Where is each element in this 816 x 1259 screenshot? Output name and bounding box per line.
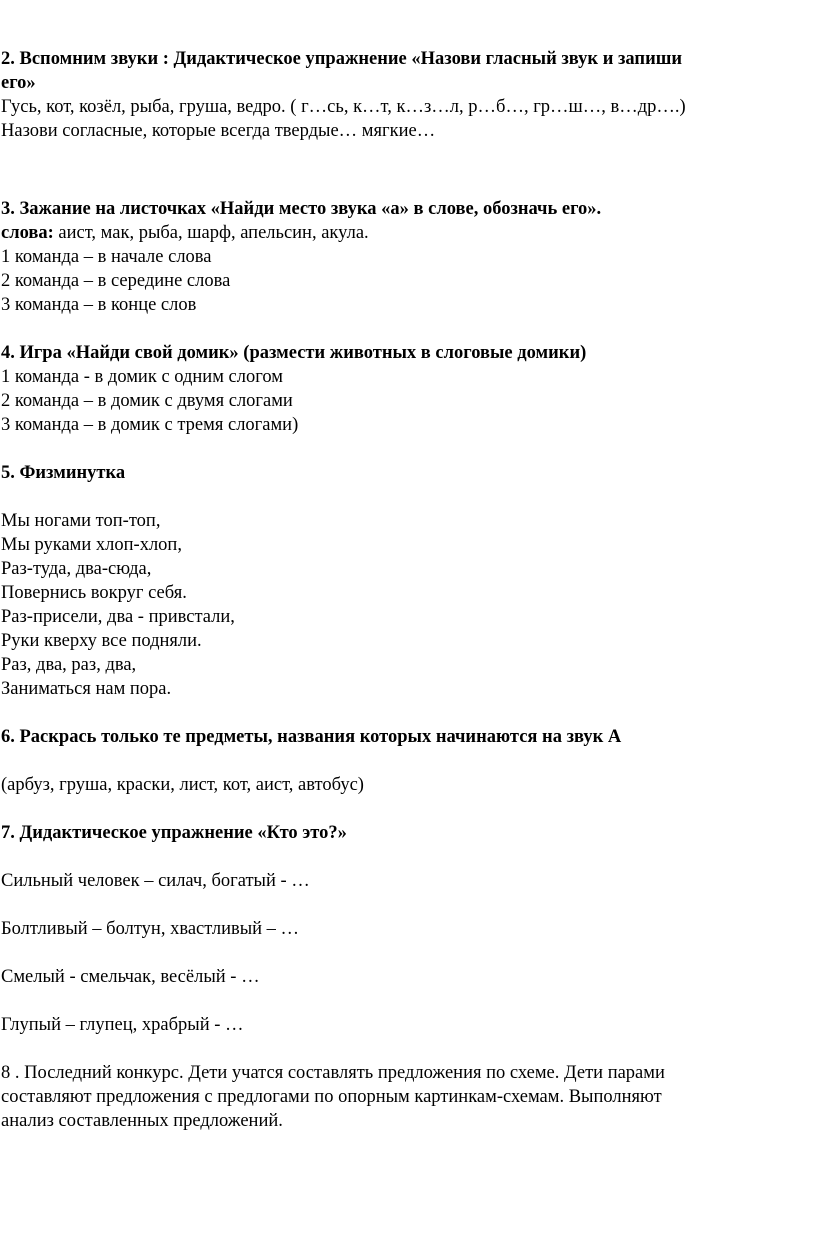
poem-line: Мы ногами топ-топ, — [1, 511, 161, 531]
poem-line: Раз-туда, два-сюда, — [1, 559, 152, 579]
section-2-consonants: Назови согласные, которые всегда твердые… мягкие… — [1, 121, 436, 141]
section-3-team-2: 2 команда – в середине слова — [1, 271, 231, 291]
section-3-words: аист, мак, рыба, шарф, апельсин, акула. — [53, 223, 369, 243]
poem-line: Заниматься нам пора. — [1, 679, 172, 699]
section-5-heading: 5. Физминутка — [1, 463, 126, 483]
section-2-heading-line-2: его» — [1, 73, 36, 93]
section-8-line-1: 8 . Последний конкурс. Дети учатся составлять предложения по схеме. Дети парами — [1, 1063, 665, 1083]
section-3-words-label: слова: — [1, 223, 54, 243]
section-6-heading: 6. Раскрась только те предметы, названия которых начинаются на звук А — [1, 727, 622, 747]
section-3-team-3: 3 команда – в конце слов — [1, 295, 197, 315]
poem-line: Повернись вокруг себя. — [1, 583, 187, 603]
section-3-team-1: 1 команда – в начале слова — [1, 247, 212, 267]
section-4-team-2: 2 команда – в домик с двумя слогами — [1, 391, 293, 411]
section-3-words-line — [1, 221, 796, 245]
section-2-heading-line-1: 2. Вспомним звуки : Дидактическое упражнение «Назови гласный звук и запиши — [1, 49, 683, 69]
section-7-line: Глупый – глупец, храбрый - … — [1, 1015, 244, 1035]
section-8-line-2: составляют предложения с предлогами по опорным картинкам-схемам. Выполняют — [1, 1087, 662, 1107]
section-6-items: (арбуз, груша, краски, лист, кот, аист, автобус) — [1, 775, 364, 795]
poem-line: Руки кверху все подняли. — [1, 631, 202, 651]
section-4-heading: 4. Игра «Найди свой домик» (размести животных в слоговые домики) — [1, 343, 587, 363]
section-8-line-3: анализ составленных предложений. — [1, 1111, 283, 1131]
section-4-team-3: 3 команда – в домик с тремя слогами) — [1, 415, 299, 435]
poem-line: Раз-присели, два - привстали, — [1, 607, 235, 627]
section-7-line: Болтливый – болтун, хвастливый – … — [1, 919, 300, 939]
section-7-heading: 7. Дидактическое упражнение «Кто это?» — [1, 823, 347, 843]
poem-line: Мы руками хлоп-хлоп, — [1, 535, 182, 555]
section-7-line: Сильный человек – силач, богатый - … — [1, 871, 310, 891]
section-4-team-1: 1 команда - в домик с одним слогом — [1, 367, 283, 387]
poem-line: Раз, два, раз, два, — [1, 655, 137, 675]
section-2-words: Гусь, кот, козёл, рыба, груша, ведро. ( г…сь, к…т, к…з…л, р…б…, гр…ш…, в…др….) — [1, 97, 686, 117]
section-7-line: Смелый - смельчак, весёлый - … — [1, 967, 260, 987]
section-3-heading: 3. Зажание на листочках «Найди место звука «а» в слове, обозначь его». — [1, 199, 602, 219]
